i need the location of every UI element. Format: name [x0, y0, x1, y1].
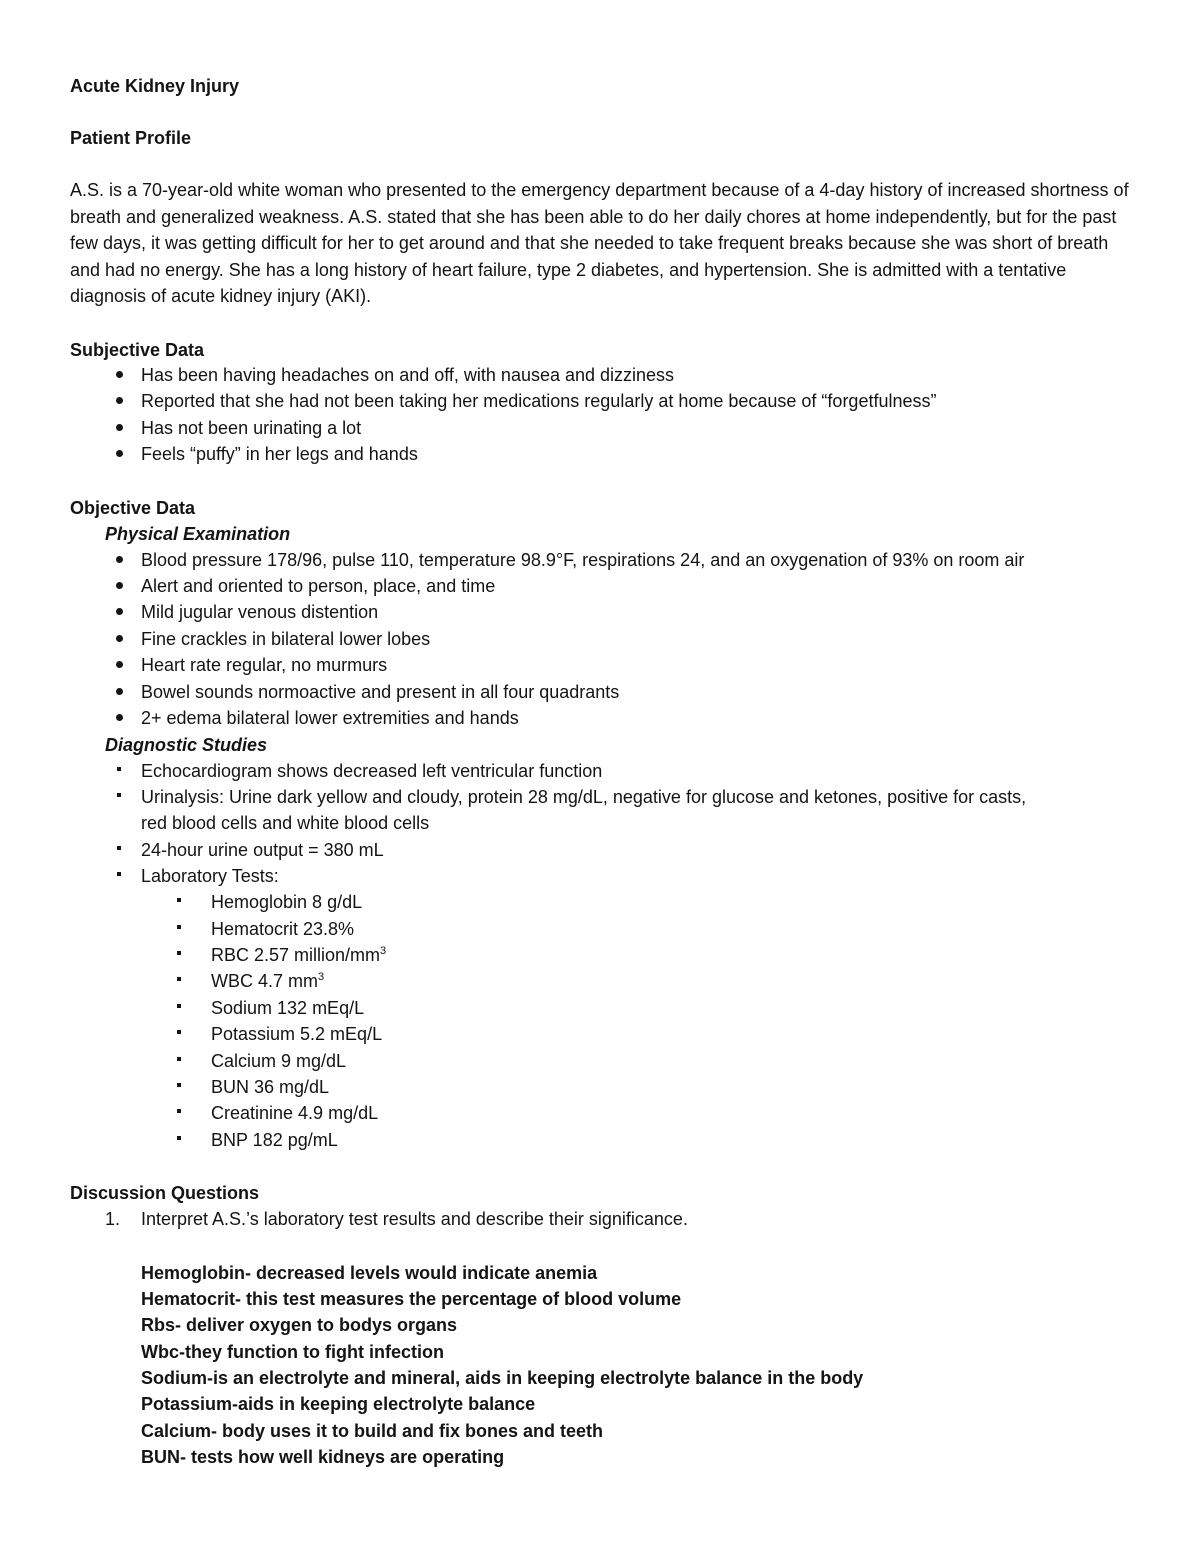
answer-line: Potassium-aids in keeping electrolyte balance: [141, 1394, 536, 1414]
lab-item-superscript: 3: [318, 971, 325, 983]
question-number: 1.: [105, 1209, 121, 1229]
lab-item: [211, 968, 324, 994]
question-text: Interpret A.S.’s laboratory test results and describe their significance.: [141, 1209, 688, 1229]
lab-item: Hematocrit 23.8%: [211, 919, 355, 939]
patient-profile-heading: Patient Profile: [70, 128, 192, 148]
answer-line: Wbc-they function to fight infection: [141, 1342, 444, 1362]
answer-line: BUN- tests how well kidneys are operating: [141, 1447, 505, 1467]
answer-line: Hematocrit- this test measures the percentage of blood volume: [141, 1289, 682, 1309]
subjective-heading: Subjective Data: [70, 340, 205, 360]
answer-line: Hemoglobin- decreased levels would indicate anemia: [141, 1263, 598, 1283]
bullet-icon: [116, 688, 123, 695]
diagnostic-studies-heading: Diagnostic Studies: [105, 735, 268, 755]
patient-profile-text: A.S. is a 70-year-old white woman who presented to the emergency department because of a 4-day history of increased shortness of breath and generalized weakness. A.S. stated that she has been able to do her daily chores at home independently, but for the past few days, it was getting difficult for her to get around and that she needed to take frequent breaks because she was short of breath and had no energy. She has a long history of heart failure, type 2 diabetes, and hypertension. She is admitted with a tentative diagnosis of acute kidney injury (AKI).: [70, 180, 1129, 306]
physical-exam-item: Heart rate regular, no murmurs: [141, 655, 388, 675]
physical-exam-item: Blood pressure 178/96, pulse 110, temperature 98.9°F, respirations 24, and an oxygenation of 93% on room air: [141, 550, 1025, 570]
lab-item-text: RBC 2.57 million/mm: [211, 945, 381, 965]
lab-item: Creatinine 4.9 mg/dL: [211, 1103, 379, 1123]
diagnostic-item: Urinalysis: Urine dark yellow and cloudy, protein 28 mg/dL, negative for glucose and ketones, positive for casts,: [141, 787, 1027, 807]
bullet-icon: [177, 1136, 181, 1140]
bullet-icon: [116, 424, 123, 431]
bullet-icon: [117, 793, 121, 797]
bullet-icon: [177, 1083, 181, 1087]
physical-exam-item: Fine crackles in bilateral lower lobes: [141, 629, 431, 649]
lab-item: [211, 942, 386, 968]
bullet-icon: [116, 582, 123, 589]
bullet-icon: [117, 846, 121, 850]
document-title: Acute Kidney Injury: [70, 76, 240, 96]
bullet-icon: [177, 898, 181, 902]
subjective-item: Has been having headaches on and off, with nausea and dizziness: [141, 365, 675, 385]
bullet-icon: [116, 714, 123, 721]
lab-tests-heading: Laboratory Tests:: [141, 866, 279, 886]
bullet-icon: [177, 1030, 181, 1034]
answer-line: Sodium-is an electrolyte and mineral, aids in keeping electrolyte balance in the body: [141, 1368, 864, 1388]
physical-exam-heading: Physical Examination: [105, 524, 291, 544]
physical-exam-item: Alert and oriented to person, place, and time: [141, 576, 496, 596]
physical-exam-item: 2+ edema bilateral lower extremities and hands: [141, 708, 519, 728]
lab-item: Hemoglobin 8 g/dL: [211, 892, 363, 912]
subjective-item: Feels “puffy” in her legs and hands: [141, 444, 418, 464]
bullet-icon: [116, 450, 123, 457]
objective-heading: Objective Data: [70, 498, 196, 518]
lab-item: Potassium 5.2 mEq/L: [211, 1024, 383, 1044]
discussion-heading: Discussion Questions: [70, 1183, 260, 1203]
physical-exam-item: Bowel sounds normoactive and present in all four quadrants: [141, 682, 620, 702]
answer-line: Calcium- body uses it to build and fix bones and teeth: [141, 1421, 604, 1441]
bullet-icon: [177, 951, 181, 955]
subjective-item: Has not been urinating a lot: [141, 418, 362, 438]
bullet-icon: [116, 556, 123, 563]
bullet-icon: [116, 397, 123, 404]
lab-item: Calcium 9 mg/dL: [211, 1051, 347, 1071]
answer-line: Rbs- deliver oxygen to bodys organs: [141, 1315, 458, 1335]
bullet-icon: [177, 1057, 181, 1061]
subjective-item: Reported that she had not been taking her medications regularly at home because of “forgetfulness”: [141, 391, 937, 411]
lab-item: BNP 182 pg/mL: [211, 1130, 338, 1150]
bullet-icon: [116, 608, 123, 615]
lab-item: Sodium 132 mEq/L: [211, 998, 365, 1018]
lab-item-superscript: 3: [380, 945, 387, 957]
physical-exam-item: Mild jugular venous distention: [141, 602, 379, 622]
bullet-icon: [177, 1109, 181, 1113]
bullet-icon: [117, 872, 121, 876]
bullet-icon: [177, 977, 181, 981]
bullet-icon: [116, 371, 123, 378]
lab-item: BUN 36 mg/dL: [211, 1077, 330, 1097]
bullet-icon: [116, 635, 123, 642]
diagnostic-item: Echocardiogram shows decreased left ventricular function: [141, 761, 603, 781]
diagnostic-item-continued: red blood cells and white blood cells: [141, 813, 430, 833]
bullet-icon: [177, 925, 181, 929]
diagnostic-item: 24-hour urine output = 380 mL: [141, 840, 384, 860]
bullet-icon: [177, 1004, 181, 1008]
bullet-icon: [116, 661, 123, 668]
bullet-icon: [117, 767, 121, 771]
lab-item-text: WBC 4.7 mm: [211, 971, 319, 991]
